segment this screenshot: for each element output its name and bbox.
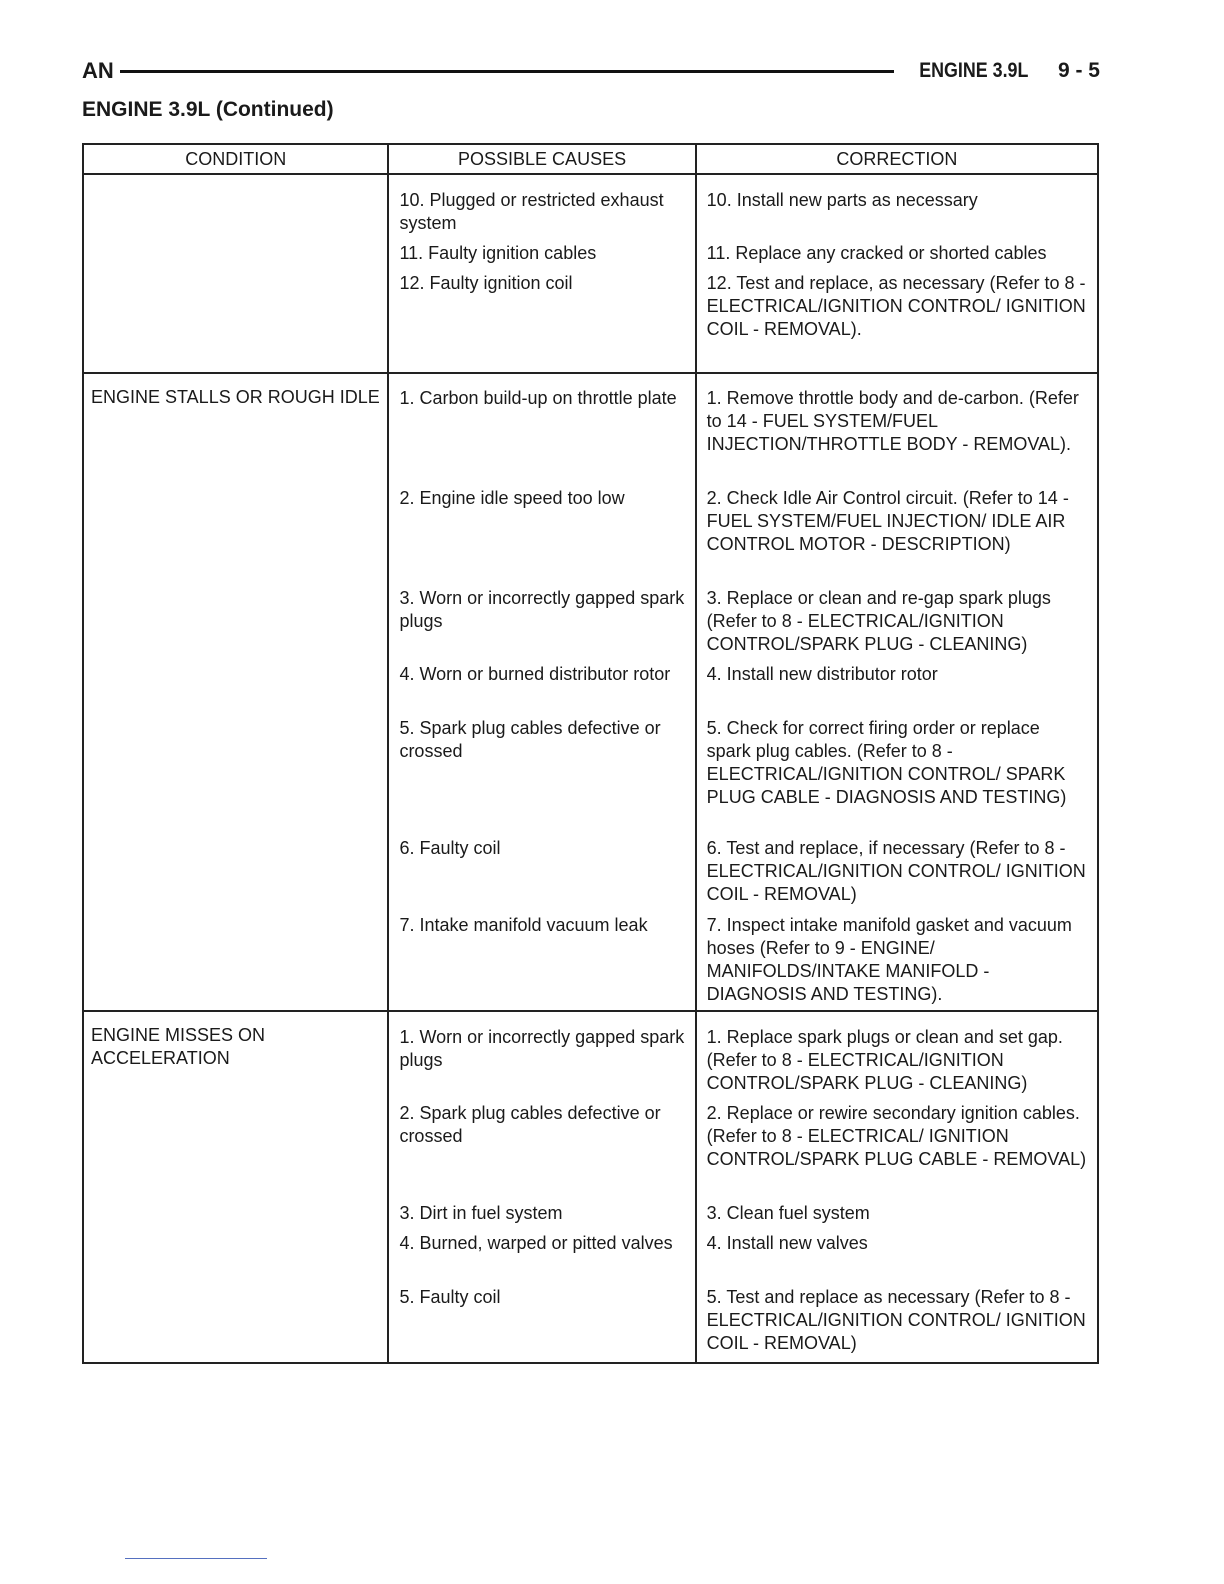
column-header-condition: CONDITION xyxy=(83,144,388,174)
cause-text: 3. Worn or incorrectly gapped spark plugs xyxy=(399,588,685,631)
column-header-causes: POSSIBLE CAUSES xyxy=(388,144,695,174)
condition-cell xyxy=(83,373,388,1011)
condition-cell xyxy=(83,1011,388,1363)
header-section: ENGINE 3.9L xyxy=(918,59,1028,82)
cause-text: 10. Plugged or restricted exhaust system xyxy=(399,190,664,233)
correction-text: 11. Replace any cracked or shorted cables xyxy=(706,243,1047,263)
correction-text: 10. Install new parts as necessary xyxy=(706,190,978,210)
condition-cell xyxy=(83,174,388,373)
correction-text: 7. Inspect intake manifold gasket and vacuum hoses (Refer to 9 - ENGINE/ MANIFOLDS/INTAKE MANIFOLD - DIAGNOSIS AND TESTING). xyxy=(706,915,1072,1004)
page-header xyxy=(82,58,1100,84)
condition-text: ENGINE STALLS OR ROUGH IDLE xyxy=(91,387,380,407)
correction-text: 5. Test and replace as necessary (Refer to 8 - ELECTRICAL/IGNITION CONTROL/ IGNITION COIL - REMOVAL) xyxy=(706,1287,1086,1353)
page-title: ENGINE 3.9L (Continued) xyxy=(82,98,334,121)
cause-text: 2. Engine idle speed too low xyxy=(399,488,625,508)
cause-text: 4. Worn or burned distributor rotor xyxy=(399,664,671,684)
correction-text: 2. Replace or rewire secondary ignition cables. (Refer to 8 - ELECTRICAL/ IGNITION CONTROL/SPARK PLUG CABLE - REMOVAL) xyxy=(706,1103,1087,1169)
causes-cell xyxy=(388,373,695,1011)
correction-text: 5. Check for correct firing order or replace spark plug cables. (Refer to 8 - ELECTRICAL/IGNITION CONTROL/ SPARK PLUG CABLE - DIAGNOSIS AND TESTING) xyxy=(706,718,1067,807)
header-left: AN xyxy=(82,58,114,83)
cause-text: 4. Burned, warped or pitted valves xyxy=(399,1233,673,1253)
correction-text: 2. Check Idle Air Control circuit. (Refer to 14 - FUEL SYSTEM/FUEL INJECTION/ IDLE AIR CONTROL MOTOR - DESCRIPTION) xyxy=(706,488,1069,554)
table-row xyxy=(83,174,1098,373)
table-row xyxy=(83,1011,1098,1363)
cause-text: 7. Intake manifold vacuum leak xyxy=(399,915,648,935)
correction-text: 4. Install new valves xyxy=(706,1233,868,1253)
page-number: 9 - 5 xyxy=(1057,59,1100,82)
correction-text: 3. Clean fuel system xyxy=(706,1203,870,1223)
corrections-cell xyxy=(696,373,1098,1011)
diagnosis-table xyxy=(82,143,1099,1364)
correction-text: 1. Replace spark plugs or clean and set gap. (Refer to 8 - ELECTRICAL/IGNITION CONTROL/SPARK PLUG - CLEANING) xyxy=(706,1027,1063,1093)
causes-cell xyxy=(388,1011,695,1363)
causes-cell xyxy=(388,174,695,373)
condition-text xyxy=(84,175,387,199)
correction-text: 6. Test and replace, if necessary (Refer to 8 - ELECTRICAL/IGNITION CONTROL/ IGNITION COIL - REMOVAL) xyxy=(706,838,1086,904)
cause-text: 1. Carbon build-up on throttle plate xyxy=(399,388,677,408)
correction-text: 1. Remove throttle body and de-carbon. (Refer to 14 - FUEL SYSTEM/FUEL INJECTION/THROTTLE BODY - REMOVAL). xyxy=(706,388,1079,454)
correction-text: 12. Test and replace, as necessary (Refer to 8 - ELECTRICAL/IGNITION CONTROL/ IGNITION COIL - REMOVAL). xyxy=(706,273,1086,339)
corrections-cell xyxy=(696,1011,1098,1363)
footer-mark xyxy=(125,1558,267,1559)
cause-text: 6. Faulty coil xyxy=(399,838,501,858)
correction-text: 4. Install new distributor rotor xyxy=(706,664,938,684)
cause-text: 2. Spark plug cables defective or crossed xyxy=(399,1103,661,1146)
corrections-cell xyxy=(696,174,1098,373)
cause-text: 12. Faulty ignition coil xyxy=(399,273,573,293)
cause-text: 1. Worn or incorrectly gapped spark plugs xyxy=(399,1027,685,1070)
header-rule xyxy=(120,70,894,73)
correction-text: 3. Replace or clean and re-gap spark plugs (Refer to 8 - ELECTRICAL/IGNITION CONTROL/SPARK PLUG - CLEANING) xyxy=(706,588,1051,654)
condition-text: ENGINE MISSES ON ACCELERATION xyxy=(91,1025,266,1068)
cause-text: 3. Dirt in fuel system xyxy=(399,1203,563,1223)
table-row xyxy=(83,373,1098,1011)
column-header-correction: CORRECTION xyxy=(696,144,1098,174)
cause-text: 11. Faulty ignition cables xyxy=(399,243,597,263)
cause-text: 5. Spark plug cables defective or crossed xyxy=(399,718,661,761)
cause-text: 5. Faulty coil xyxy=(399,1287,501,1307)
